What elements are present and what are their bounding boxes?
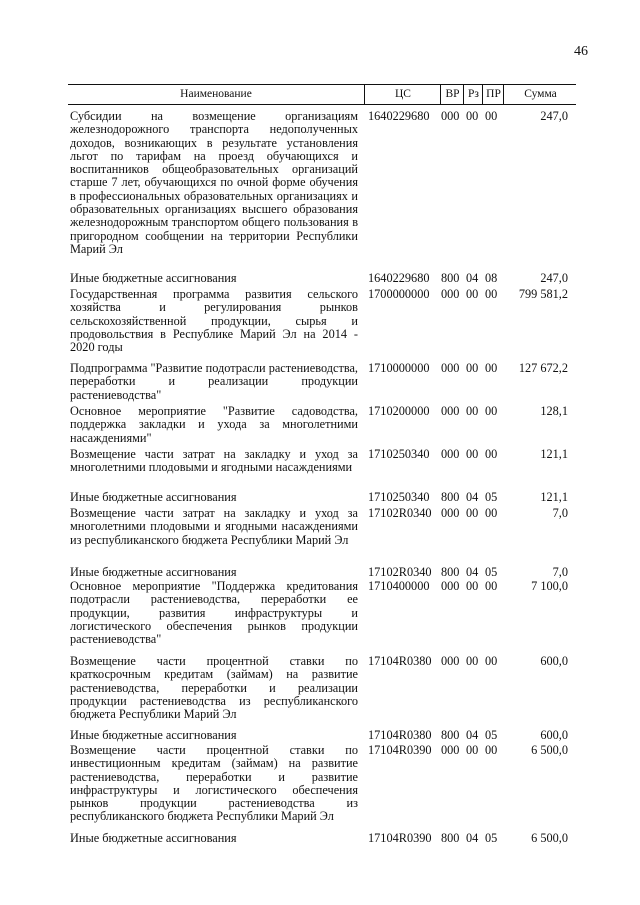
row-rz: 04 <box>466 490 479 504</box>
row-cs: 17102R0340 <box>368 565 432 579</box>
row-name: Возмещение части затрат на закладку и уход за многолетними плодовыми и ягодными насаждениями из республиканского бюджета Республики Марий Эл <box>70 506 358 547</box>
row-vr: 000 <box>441 447 460 461</box>
table-header <box>68 84 576 105</box>
row-sum: 6 500,0 <box>531 831 568 845</box>
row-sum: 128,1 <box>540 404 568 418</box>
row-vr: 000 <box>441 287 460 301</box>
row-pr: 00 <box>485 447 498 461</box>
row-vr: 000 <box>441 361 460 375</box>
row-cs: 1640229680 <box>368 109 430 123</box>
row-vr: 800 <box>441 565 460 579</box>
row-rz: 00 <box>466 743 479 757</box>
row-name: Возмещение части затрат на закладку и уход за многолетними плодовыми и ягодными насаждениями <box>70 447 358 475</box>
row-name: Возмещение части процентной ставки по краткосрочным кредитам (займам) на развитие растениеводства, переработки и реализации продукции растениеводства из республиканского бюджета Республики Марий Эл <box>70 654 358 722</box>
row-pr: 00 <box>485 404 498 418</box>
row-cs: 1640229680 <box>368 271 430 285</box>
row-sum: 7 100,0 <box>531 579 568 593</box>
row-name: Государственная программа развития сельского хозяйства и регулирования рынков сельскохозяйственной продукции, сырья и продовольствия в Республике Марий Эл на 2014 - 2020 годы <box>70 287 358 355</box>
header-vr: ВР <box>440 85 464 104</box>
row-rz: 04 <box>466 728 479 742</box>
row-name: Возмещение части процентной ставки по инвестиционным кредитам (займам) на развитие растениеводства, переработки и развитие инфраструктуры и логистического обеспечения рынков продукции растениеводства из республиканского бюджета Республики Марий Эл <box>70 743 358 824</box>
row-sum: 121,1 <box>540 490 568 504</box>
row-cs: 17102R0340 <box>368 506 432 520</box>
row-sum: 247,0 <box>540 109 568 123</box>
row-cs: 17104R0380 <box>368 654 432 668</box>
row-name: Иные бюджетные ассигнования <box>70 728 237 742</box>
row-vr: 800 <box>441 271 460 285</box>
row-vr: 000 <box>441 404 460 418</box>
row-cs: 1710250340 <box>368 490 430 504</box>
row-vr: 000 <box>441 743 460 757</box>
row-name: Субсидии на возмещение организациям железнодорожного транспорта недополученных доходов, возникающих в результате установления льгот по тарифам на проезд обучающихся и воспитанников общеобразовательных организаций старше 7 лет, обучающихся по очной форме обучения в профессиональных образовательных организациях и образовательных организациях высшего образования железнодорожным транспортом общего пользования в пригородном сообщении на территории Республики Марий Эл <box>70 109 358 256</box>
row-sum: 127 672,2 <box>518 361 568 375</box>
row-name: Иные бюджетные ассигнования <box>70 490 237 504</box>
row-rz: 04 <box>466 565 479 579</box>
row-cs: 1710200000 <box>368 404 430 418</box>
row-rz: 00 <box>466 109 479 123</box>
row-cs: 17104R0380 <box>368 728 432 742</box>
row-rz: 00 <box>466 447 479 461</box>
header-name: Наименование <box>180 88 252 100</box>
row-sum: 6 500,0 <box>531 743 568 757</box>
row-name: Иные бюджетные ассигнования <box>70 271 237 285</box>
row-cs: 17104R0390 <box>368 831 432 845</box>
row-vr: 000 <box>441 506 460 520</box>
header-sum: Сумма <box>503 85 577 104</box>
row-vr: 800 <box>441 490 460 504</box>
row-pr: 00 <box>485 287 498 301</box>
row-name: Основное мероприятие "Поддержка кредитования подотрасли растениеводства, переработки ее продукции, развития инфраструктуры и логистического обеспечения рынков продукции растениеводства" <box>70 579 358 647</box>
row-rz: 00 <box>466 404 479 418</box>
row-vr: 000 <box>441 654 460 668</box>
row-pr: 00 <box>485 743 498 757</box>
row-pr: 00 <box>485 654 498 668</box>
row-vr: 000 <box>441 109 460 123</box>
row-pr: 05 <box>485 565 498 579</box>
row-pr: 05 <box>485 490 498 504</box>
row-pr: 00 <box>485 109 498 123</box>
row-pr: 00 <box>485 579 498 593</box>
row-pr: 05 <box>485 831 498 845</box>
header-pr: ПР <box>482 85 504 104</box>
row-rz: 00 <box>466 506 479 520</box>
row-sum: 7,0 <box>552 565 568 579</box>
row-sum: 799 581,2 <box>518 287 568 301</box>
row-sum: 600,0 <box>540 728 568 742</box>
row-pr: 08 <box>485 271 498 285</box>
row-rz: 00 <box>466 654 479 668</box>
row-rz: 00 <box>466 287 479 301</box>
row-cs: 1710400000 <box>368 579 430 593</box>
row-cs: 1710000000 <box>368 361 430 375</box>
row-sum: 121,1 <box>540 447 568 461</box>
row-rz: 04 <box>466 271 479 285</box>
row-name: Основное мероприятие "Развитие садоводства, поддержка закладки и ухода за многолетними насаждениями" <box>70 404 358 445</box>
row-name: Иные бюджетные ассигнования <box>70 565 237 579</box>
row-rz: 00 <box>466 579 479 593</box>
row-vr: 000 <box>441 579 460 593</box>
row-name: Иные бюджетные ассигнования <box>70 831 237 845</box>
row-sum: 600,0 <box>540 654 568 668</box>
row-vr: 800 <box>441 831 460 845</box>
row-pr: 00 <box>485 361 498 375</box>
row-cs: 17104R0390 <box>368 743 432 757</box>
row-name: Подпрограмма "Развитие подотрасли растениеводства, переработки и реализации продукции растениеводства" <box>70 361 358 402</box>
row-pr: 00 <box>485 506 498 520</box>
row-sum: 7,0 <box>552 506 568 520</box>
row-vr: 800 <box>441 728 460 742</box>
row-cs: 1710250340 <box>368 447 430 461</box>
page-number: 46 <box>574 44 588 59</box>
header-rz: Рз <box>463 85 483 104</box>
row-rz: 04 <box>466 831 479 845</box>
row-cs: 1700000000 <box>368 287 430 301</box>
header-cs: ЦС <box>364 85 441 104</box>
row-rz: 00 <box>466 361 479 375</box>
row-sum: 247,0 <box>540 271 568 285</box>
row-pr: 05 <box>485 728 498 742</box>
